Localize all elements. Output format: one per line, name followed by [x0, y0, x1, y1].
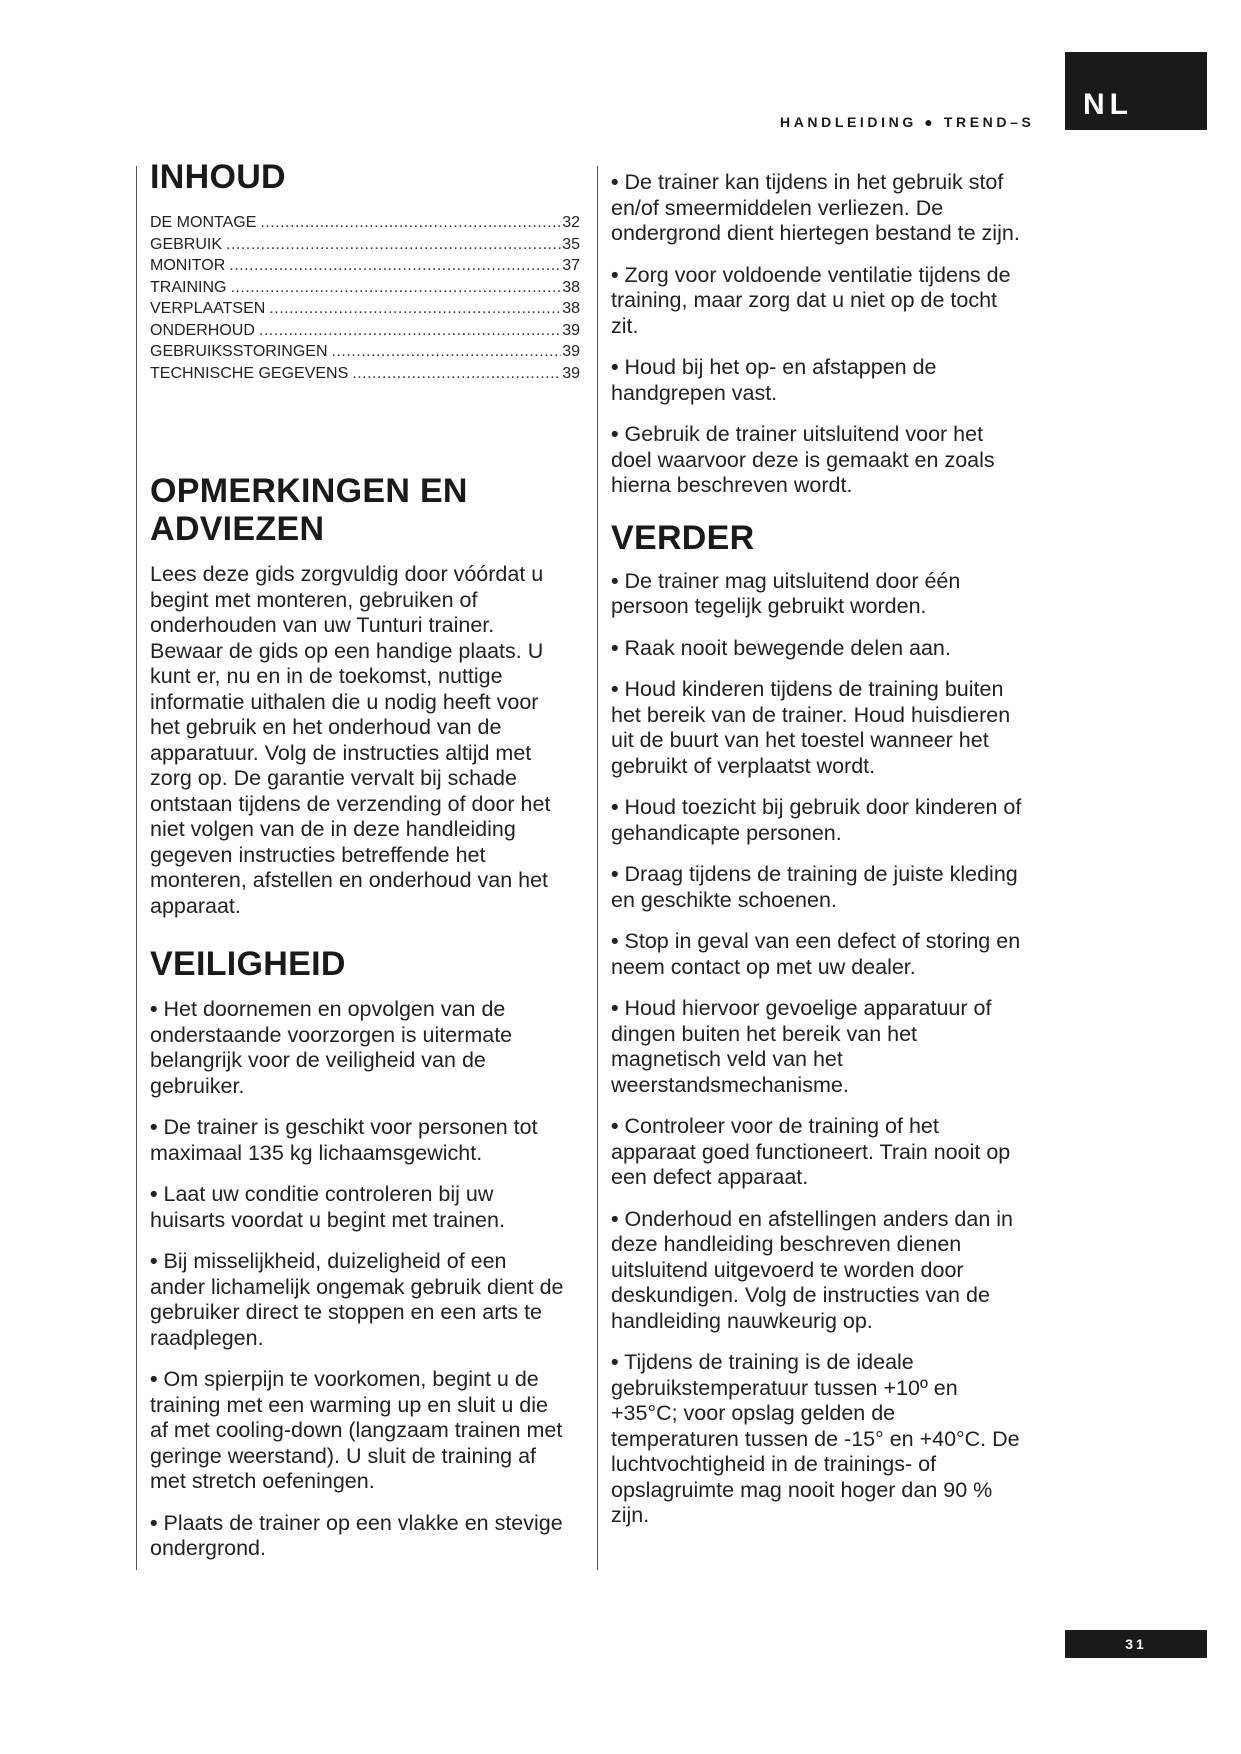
toc-page: 38 [562, 300, 580, 318]
toc-entry[interactable] [150, 298, 580, 320]
toc-leader [230, 277, 561, 299]
safety-bullet: • Plaats de trainer op een vlakke en stevige ondergrond. [150, 1510, 563, 1561]
toc-entry[interactable] [150, 363, 580, 385]
further-title: VERDER [611, 518, 755, 557]
toc-label: GEBRUIK [150, 235, 223, 253]
further-bullet: • Houd kinderen tijdens de training buiten het bereik van de trainer. Houd huisdieren uit de buurt van het toestel wanneer het gebruikt of verplaatst wordt. [611, 677, 1011, 778]
toc-leader [260, 212, 561, 234]
safety-bullet: • Om spierpijn te voorkomen, begint u de training met een warming up en sluit u die af met cooling-down (langzaam trainen met geringe weerstand). U sluit de training af met stretch oefeningen. [150, 1367, 563, 1494]
toc-page: 38 [562, 278, 580, 296]
right-column [597, 166, 1028, 1570]
toc-leader [332, 341, 562, 363]
toc-entry[interactable] [150, 277, 580, 299]
toc-label: TRAINING [150, 278, 227, 296]
further-bullet: • Houd hiervoor gevoelige apparatuur of dingen buiten het bereik van het magnetisch veld van het weerstandsmechanisme. [611, 996, 992, 1097]
further-bullet: • Tijdens de training is de ideale gebruikstemperatuur tussen +10º en +35°C; voor opslag gelden de temperaturen tussen de -15° en +40°C. De luchtvochtigheid in de trainings- of opslagruimte mag nooit hoger dan 90 % zijn. [611, 1350, 1020, 1528]
toc-title: INHOUD [150, 158, 286, 196]
safety-bullet: • Bij misselijkheid, duizeligheid of een ander lichamelijk ongemak gebruik dient de gebruiker direct te stoppen en een arts te raadplegen. [150, 1249, 564, 1350]
table-of-contents [150, 212, 580, 384]
left-column [136, 158, 580, 1570]
toc-label: MONITOR [150, 257, 226, 275]
safety-bullet: • Laat uw conditie controleren bij uw huisarts voordat u begint met trainen. [150, 1182, 505, 1232]
toc-leader [259, 320, 561, 342]
safety-bullet: • Zorg voor voldoende ventilatie tijdens de training, maar zorg dat u niet op de tocht zit. [611, 262, 1011, 338]
further-bullet: • Draag tijdens de training de juiste kleding en geschikte schoenen. [611, 862, 1018, 912]
toc-label: TECHNISCHE GEGEVENS [150, 364, 349, 382]
running-header: HANDLEIDING ● TREND–S [780, 114, 1035, 130]
toc-label: DE MONTAGE [150, 214, 257, 232]
toc-entry[interactable] [150, 341, 580, 363]
toc-leader [352, 363, 561, 385]
toc-entry[interactable] [150, 255, 580, 277]
toc-leader [229, 255, 561, 277]
safety-bullet: • Gebruik de trainer uitsluitend voor het doel waarvoor deze is gemaakt en zoals hierna beschreven wordt. [611, 422, 995, 497]
toc-label: GEBRUIKSSTORINGEN [150, 343, 328, 361]
further-bullet: • Houd toezicht bij gebruik door kinderen of gehandicapte personen. [611, 795, 1022, 845]
toc-label: VERPLAATSEN [150, 300, 266, 318]
safety-bullet: • De trainer is geschikt voor personen tot maximaal 135 kg lichaamsgewicht. [150, 1115, 538, 1165]
safety-bullet: • De trainer kan tijdens in het gebruik stof en/of smeermiddelen verliezen. De ondergrond dient hiertegen bestand te zijn. [611, 170, 1020, 245]
notes-title: OPMERKINGEN EN ADVIEZEN [150, 472, 468, 549]
toc-page: 39 [562, 343, 580, 361]
language-tab: NL [1065, 52, 1207, 130]
toc-page: 39 [562, 321, 580, 339]
toc-entry[interactable] [150, 234, 580, 256]
further-bullet: • Raak nooit bewegende delen aan. [611, 635, 951, 660]
toc-entry[interactable] [150, 320, 580, 342]
safety-bullet: • Houd bij het op- en afstappen de handgrepen vast. [611, 355, 937, 405]
toc-page: 35 [562, 235, 580, 253]
toc-label: ONDERHOUD [150, 321, 255, 339]
further-bullet: • Controleer voor de training of het apparaat goed functioneert. Train nooit op een defect apparaat. [611, 1114, 1011, 1190]
toc-page: 39 [562, 364, 580, 382]
page-number: 31 [1065, 1630, 1207, 1658]
further-bullet: • Stop in geval van een defect of storing en neem contact op met uw dealer. [611, 929, 1021, 979]
toc-page: 37 [562, 257, 580, 275]
safety-title: VEILIGHEID [150, 945, 346, 984]
further-bullet: • Onderhoud en afstellingen anders dan in deze handleiding beschreven dienen uitsluitend uitgevoerd te worden door deskundigen. Volg de instructies van de handleiding nauwkeurig op. [611, 1206, 1013, 1333]
notes-body: Lees deze gids zorgvuldig door vóórdat u begint met monteren, gebruiken of onderhouden van uw Tunturi trainer. Bewaar de gids op een handige plaats. U kunt er, nu en in de toekomst, nuttige informatie uithalen die u nodig heeft voor het gebruik en het onderhoud van de apparatuur. Volg de instructies altijd met zorg op. De garantie vervalt bij schade ontstaan tijdens de verzending of door het niet volgen van de in deze handleiding gegeven instructies betreffende het monteren, afstellen en onderhoud van het apparaat. [150, 562, 551, 918]
safety-bullet: • Het doornemen en opvolgen van de onderstaande voorzorgen is uitermate belangrijk voor de veiligheid van de gebruiker. [150, 997, 513, 1098]
toc-page: 32 [562, 214, 580, 232]
further-bullet: • De trainer mag uitsluitend door één persoon tegelijk gebruikt worden. [611, 568, 961, 619]
toc-leader [269, 298, 561, 320]
toc-entry[interactable] [150, 212, 580, 234]
toc-leader [226, 234, 561, 256]
